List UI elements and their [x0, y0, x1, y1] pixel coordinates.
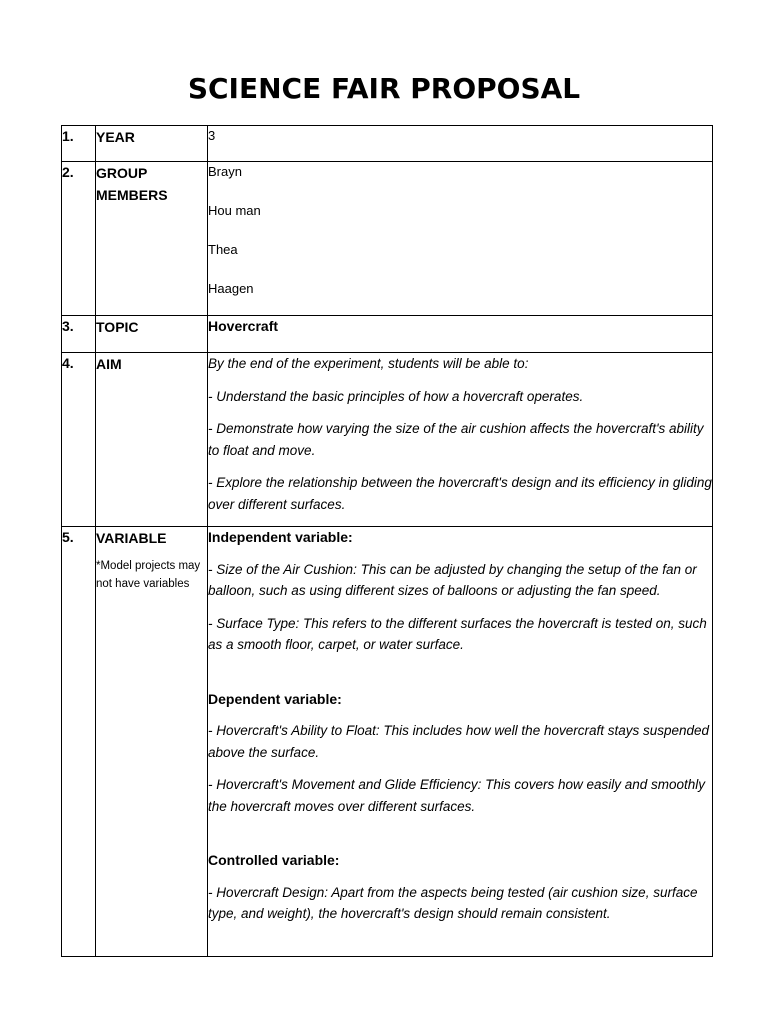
- table-row-year: [62, 126, 713, 162]
- dependent-item: - Hovercraft's Movement and Glide Efficiency: This covers how easily and smoothly the hovercraft moves over different surfaces.: [208, 777, 706, 814]
- topic-value: Hovercraft: [208, 318, 279, 334]
- aim-cell: [208, 353, 713, 527]
- row-label-group-members: GROUP MEMBERS: [96, 162, 208, 316]
- row-label-variable-cell: [96, 527, 208, 957]
- row-label-topic: TOPIC: [96, 316, 208, 353]
- independent-item: - Surface Type: This refers to the different surfaces the hovercraft is tested on, such as a smooth floor, carpet, or water surface.: [208, 615, 707, 652]
- member-name: Haagen: [208, 281, 254, 296]
- row-number: 2.: [62, 162, 96, 316]
- row-number: 3.: [62, 316, 96, 353]
- aim-item: - Understand the basic principles of how a hovercraft operates.: [208, 388, 584, 404]
- row-number: 1.: [62, 126, 96, 162]
- aim-item: - Demonstrate how varying the size of the air cushion affects the hovercraft's ability to float and move.: [208, 421, 704, 458]
- controlled-heading: Controlled variable:: [208, 852, 340, 868]
- independent-item: - Size of the Air Cushion: This can be adjusted by changing the setup of the fan or balloon, such as using different sizes of balloons or adjusting the fan speed.: [208, 561, 697, 598]
- controlled-item: - Hovercraft Design: Apart from the aspects being tested (air cushion size, surface type, and weight), the hovercraft's design should remain consistent.: [208, 884, 698, 921]
- table-row-aim: [62, 353, 713, 527]
- variable-note: *Model projects may not have variables: [96, 560, 201, 590]
- row-label-aim: AIM: [96, 353, 208, 527]
- section-spacer: [208, 667, 712, 689]
- group-members-cell: [208, 162, 713, 316]
- row-number: 4.: [62, 353, 96, 527]
- proposal-table: [61, 125, 713, 957]
- table-row-variable: [62, 527, 713, 957]
- dependent-heading: Dependent variable:: [208, 690, 342, 707]
- section-spacer: [208, 828, 712, 850]
- aim-intro: By the end of the experiment, students will be able to:: [208, 356, 529, 371]
- year-value-cell: [208, 126, 713, 162]
- page-title: SCIENCE FAIR PROPOSAL: [187, 72, 581, 105]
- row-number: 5.: [62, 527, 96, 957]
- independent-heading: Independent variable:: [208, 529, 353, 545]
- variable-cell: [208, 527, 713, 957]
- topic-value-cell: [208, 316, 713, 353]
- row-label-year: YEAR: [96, 126, 208, 162]
- year-value: 3: [208, 128, 216, 143]
- member-name: Thea: [208, 242, 238, 257]
- table-row-topic: [62, 316, 713, 353]
- member-name: Brayn: [208, 164, 242, 179]
- member-name: Hou man: [208, 203, 261, 218]
- table-row-group-members: [62, 162, 713, 316]
- dependent-item: - Hovercraft's Ability to Float: This includes how well the hovercraft stays suspended above the surface.: [208, 723, 710, 760]
- aim-item: - Explore the relationship between the hovercraft's design and its efficiency in gliding over different surfaces.: [208, 475, 712, 512]
- row-label-variable: VARIABLE: [96, 530, 167, 546]
